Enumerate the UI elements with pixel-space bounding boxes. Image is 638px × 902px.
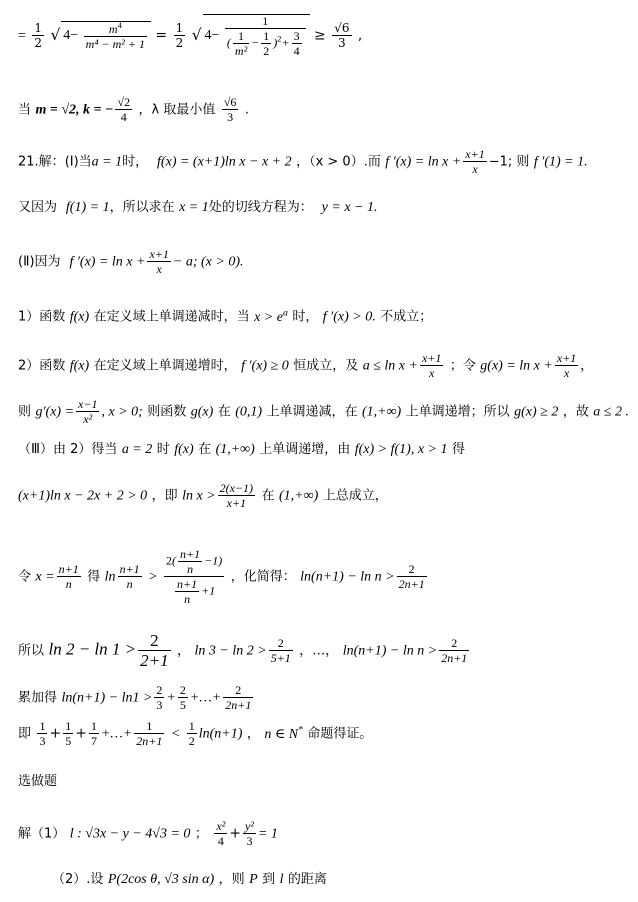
radical-2: 4− 1 ( $\frac{1}{\text{m²}}$ − $\frac{1}{2}$ )$^2$+ $\frac{3}{4}$ xyxy=(203,14,310,57)
radical-1: 4− $\frac{m^4}{\text{m⁴ − m² + 1}}$ xyxy=(61,21,151,50)
fraction-complex: 2( $\frac{n+1}{n}$ −1) $\frac{n+1}{n}$ +1 xyxy=(166,547,223,606)
line-14: 即 $\frac{1}{3}$ + $\frac{1}{5}$ + $\frac{1}{7}$ +…+ $\frac{1}{2n+1}$ < $\frac{1}{2}$ ln(n+1) ， n ∈ N* 命题得证。 xyxy=(18,719,373,748)
line-3: 21.解：(Ⅰ)当a = 1时， f(x) = (x+1)ln x − x + 2 ，（x > 0）.而 f ′(x) = ln x + $\frac{x+1}{x}$ −1; 则 f ′(1) = 1. xyxy=(18,147,588,176)
line-16: 解（1） l : √3x − y − 4√3 = 0 ； $\frac{\text{x²}}{4}$ + $\frac{\text{y²}}{3}$ = 1 xyxy=(18,819,278,848)
line-6: 1）函数 f(x) 在定义域上单调递减时，当 $x > e^a$ 时， f ′(x) > 0. 不成立； xyxy=(18,307,433,325)
line-15: 选做题 xyxy=(18,774,58,789)
line-2: 当 m = √2, k = − $\frac{√2}{4}$ ，λ 取最小值 $\frac{√6}{3}$ . xyxy=(18,95,249,124)
line-10: (x+1)ln x − 2x + 2 > 0 ，即 ln x > $\frac{2(x-1)}{x+1}$ 在 (1,+∞) 上总成立， xyxy=(18,481,388,510)
line-8: 则 g′(x) = $\frac{x-1}{\text{x²}}$ , x > 0; 则函数 g(x) 在 (0,1) 上单调递减，在 (1,+∞) 上单调递增；所以 g(x) ≥ 2 ，故 a ≤ 2 . xyxy=(18,397,629,426)
line-4: 又因为 f(1) = 1，所以求在 x = 1处的切线方程为： y = x − 1. xyxy=(18,200,378,215)
line-7: 2）函数 f(x) 在定义域上单调递增时， f ′(x) ≥ 0 恒成立，及 a ≤ ln x + $\frac{x+1}{x}$ ；令 g(x) = ln x + $\frac{x+1}{x}$ ， xyxy=(18,351,594,380)
line-11: 令 x = $\frac{n+1}{n}$ 得 ln $\frac{n+1}{n}$ > 2( $\frac{n+1}{n}$ −1) $\frac{n+1}{n}$ +1 ，化简得： ln(n+1) − ln n > $\frac{2}{2n+1}$ xyxy=(18,547,425,606)
line-9: （Ⅲ）由 2）得当 a = 2 时 f(x) 在 (1,+∞) 上单调递增，由 f(x) > f(1), x > 1 得 xyxy=(18,442,465,457)
line-13: 累加得 ln(n+1) − ln1 > $\frac{2}{3}$ + $\frac{2}{5}$ +…+ $\frac{2}{2n+1}$ xyxy=(18,683,252,712)
line-5: (Ⅱ)因为 f ′(x) = ln x + $\frac{x+1}{x}$ − a; (x > 0). xyxy=(18,247,244,276)
fraction-half: $\frac{1}{2}$ xyxy=(34,21,42,50)
line-12: 所以 ln 2 − ln 1 > $\frac{2}{2+1}$ ， ln 3 − ln 2 > $\frac{2}{5+1}$ ，…， ln(n+1) − ln n > $\frac{2}{2n+1}$ xyxy=(18,631,468,670)
line-17: （2）.设 P(2cos θ, √3 sin α) ，则 P 到 l 的距离 xyxy=(52,872,327,887)
line-1: = $\frac{1}{2}$ √ 4− $\frac{m^4}{\text{m⁴ − m² + 1}}$ = $\frac{1}{2}$ √ 4− 1 ( $\frac{1}{\text{m²}}$ − $\frac{1}{2}$ )$^2$+ $\frac{3}{4}$ ≥ $\frac{√6}{3}$ , xyxy=(18,14,363,58)
